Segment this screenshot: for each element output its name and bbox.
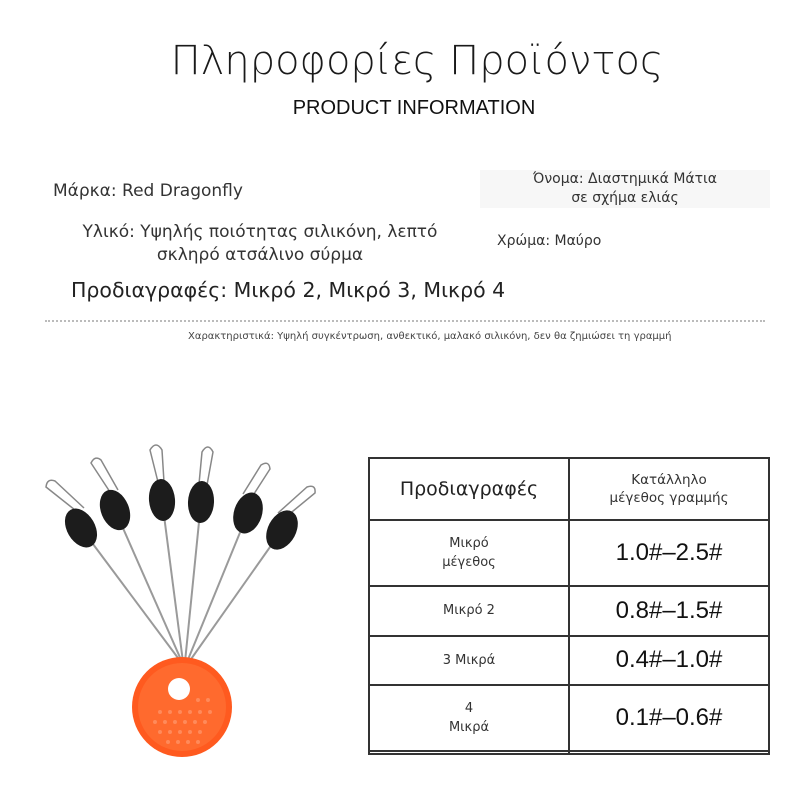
spec-line: Μικρό bbox=[449, 536, 489, 552]
brand-text: Μάρκα: Red Dragonfly bbox=[53, 181, 243, 201]
header-line-size bbox=[569, 458, 769, 520]
spec-cell bbox=[369, 520, 569, 586]
header-spec: Προδιαγραφές bbox=[369, 458, 569, 520]
line-size-cell: 1.0#–2.5# bbox=[569, 520, 769, 586]
empty-cell bbox=[569, 751, 769, 754]
spec-line: Μικρό 2 bbox=[443, 603, 495, 619]
bead-icon bbox=[228, 489, 268, 538]
orange-disc bbox=[132, 657, 232, 757]
line-size-cell: 0.1#–0.6# bbox=[569, 685, 769, 751]
bead-icon bbox=[94, 485, 136, 534]
line-size-cell: 0.4#–1.0# bbox=[569, 636, 769, 685]
beads bbox=[58, 478, 304, 555]
bead-icon bbox=[58, 503, 103, 553]
material-line-1: Υλικό: Υψηλής ποιότητας σιλικόνη, λεπτό bbox=[82, 222, 438, 242]
spec-cell bbox=[369, 586, 569, 635]
line-size-cell: 0.8#–1.5# bbox=[569, 586, 769, 635]
table-header-row bbox=[369, 458, 769, 520]
line-size-table bbox=[368, 457, 770, 755]
specs-text: Προδιαγραφές: Μικρό 2, Μικρό 3, Μικρό 4 bbox=[71, 278, 506, 302]
color-text: Χρώμα: Μαύρο bbox=[497, 233, 602, 249]
table-row-empty bbox=[369, 751, 769, 754]
name-line-1: Όνομα: Διαστημικά Μάτια bbox=[532, 171, 718, 187]
table-row bbox=[369, 520, 769, 586]
bead-icon bbox=[260, 505, 304, 555]
spec-cell bbox=[369, 636, 569, 685]
table-row bbox=[369, 586, 769, 635]
spec-line: 4 bbox=[464, 700, 474, 716]
empty-cell bbox=[369, 751, 569, 754]
table-row bbox=[369, 636, 769, 685]
spec-line: 3 Μικρά bbox=[442, 652, 496, 668]
table-row bbox=[369, 685, 769, 751]
features-text: Χαρακτηριστικά: Υψηλή συγκέντρωση, ανθεκτικό, μαλακό σιλικόνη, δεν θα ζημιώσει τη γραμμή bbox=[188, 331, 672, 342]
page-title: Πληροφορίες Προϊόντος bbox=[170, 38, 664, 84]
spec-line: μέγεθος bbox=[442, 555, 496, 571]
header-line-size-2: μέγεθος γραμμής bbox=[609, 490, 729, 507]
bead-icon bbox=[187, 480, 215, 523]
spec-cell bbox=[369, 685, 569, 751]
page-subtitle: PRODUCT INFORMATION bbox=[292, 97, 536, 119]
wire-loops bbox=[46, 445, 315, 516]
bead-icon bbox=[147, 478, 177, 522]
header-line-size-1: Κατάλληλο bbox=[631, 472, 707, 489]
material-line-2: σκληρό ατσάλινο σύρμα bbox=[156, 245, 364, 265]
spec-line: Μικρά bbox=[448, 719, 490, 735]
name-line-2: σε σχήμα ελιάς bbox=[571, 190, 679, 206]
